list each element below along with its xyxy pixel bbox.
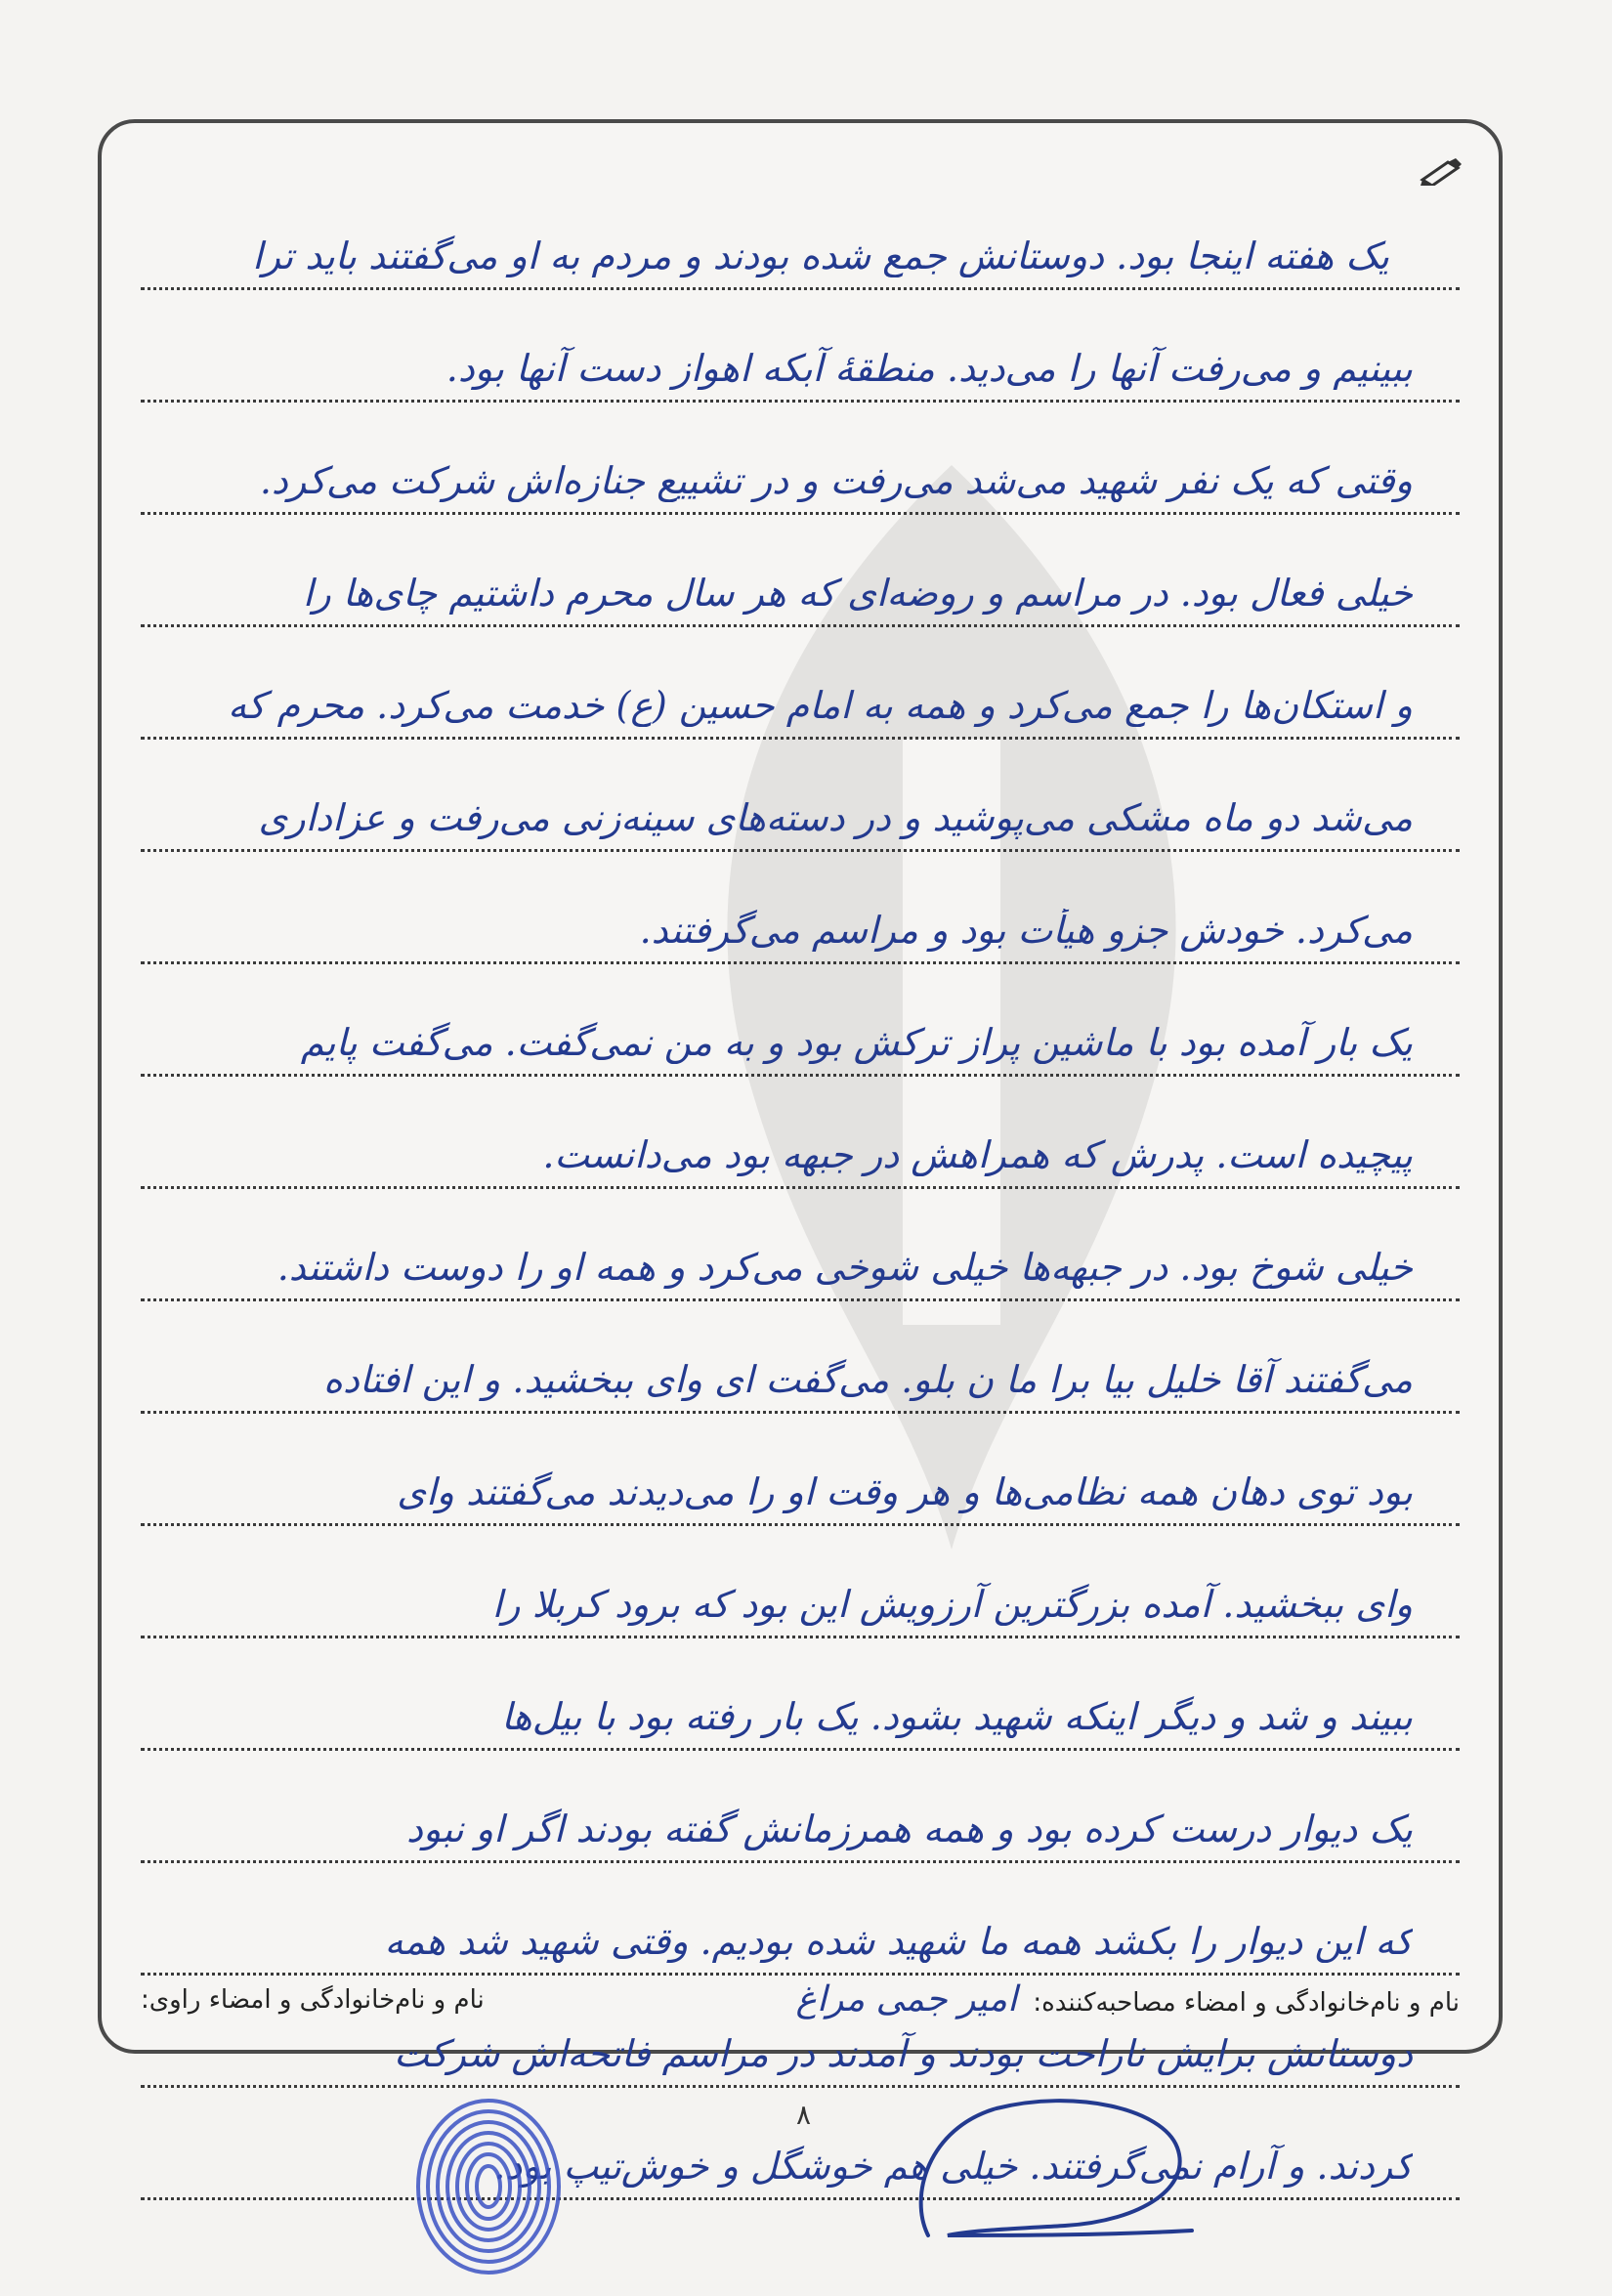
line-text: یک دیوار درست کرده بود و همه همرزمانش گفته بودند اگر او نبود [406, 1807, 1413, 1850]
page-number: ۸ [796, 2099, 812, 2131]
line-text: بود توی دهان همه نظامی‌ها و هر وقت او را می‌دیدند می‌گفتند وای [397, 1470, 1413, 1513]
line-text: می‌گفتند آقا خلیل بیا برا ما ن بلو. می‌گفت ای وای ببخشید. و این افتاده [323, 1358, 1413, 1401]
line-text: وای ببخشید. آمده بزرگترین آرزویش این بود که برود کربلا را [491, 1583, 1413, 1626]
text-line [141, 182, 1460, 290]
text-line [141, 1755, 1460, 1863]
line-text: خیلی شوخ بود. در جبهه‌ها خیلی شوخی می‌کرد و همه او را دوست داشتند. [276, 1246, 1413, 1289]
text-line [141, 294, 1460, 403]
text-line [141, 1193, 1460, 1301]
interviewer-label: نام و نام‌خانوادگی و امضاء مصاحبه‌کننده: [1033, 1988, 1460, 2018]
text-line [141, 1305, 1460, 1414]
line-text: وقتی که یک نفر شهید می‌شد می‌رفت و در تشییع جنازه‌اش شرکت می‌کرد. [259, 459, 1413, 502]
line-text: ببینیم و می‌رفت آنها را می‌دید. منطقهٔ آبکه اهواز دست آنها بود. [445, 347, 1413, 390]
text-line [141, 631, 1460, 740]
text-line [141, 1642, 1460, 1751]
text-line [141, 968, 1460, 1077]
line-text: و استکان‌ها را جمع می‌کرد و همه به امام حسین (ع) خدمت می‌کرد. محرم که [228, 684, 1413, 727]
text-line [141, 1867, 1460, 1976]
fingerprint-icon [410, 2089, 567, 2279]
signature-footer [141, 1979, 1460, 2020]
line-text: پیچیده است. پدرش که همراهش در جبهه بود می‌دانست. [542, 1133, 1413, 1176]
text-line [141, 1418, 1460, 1526]
line-text: یک بار آمده بود با ماشین پراز ترکش بود و به من نمی‌گفت. می‌گفت پایم [300, 1021, 1413, 1064]
text-line [141, 1081, 1460, 1189]
page-frame [98, 119, 1503, 2188]
line-text: یک هفته اینجا بود. دوستانش جمع شده بودند و مردم به او می‌گفتند باید ترا [252, 234, 1389, 277]
line-text: می‌کرد. خودش جزو هیأت بود و مراسم می‌گرفتند. [639, 909, 1413, 952]
text-line [141, 744, 1460, 852]
text-line [141, 856, 1460, 964]
handwritten-lines [141, 182, 1460, 2204]
line-text: خیلی فعال بود. در مراسم و روضه‌ای که هر سال محرم داشتیم چای‌ها را [302, 572, 1413, 615]
text-line [141, 519, 1460, 627]
text-line [141, 406, 1460, 515]
line-text: که این دیوار را بکشد همه ما شهید شده بودیم. وقتی شهید شد همه [384, 1920, 1413, 1963]
line-text: کردند. و آرام نمی‌گرفتند. خیلی هم خوشگل و خوش‌تیپ بود. [493, 2145, 1413, 2188]
interviewer-name: امیر جمی مراغ [795, 1979, 1018, 2020]
signature-icon [909, 2089, 1202, 2245]
text-line [141, 1530, 1460, 1638]
interviewer-signature-block [787, 1979, 1460, 2020]
line-text: ببیند و شد و دیگر اینکه شهید بشود. یک بار رفته بود با بیل‌ها [501, 1695, 1413, 1738]
line-text: دوستانش برایش ناراحت بودند و آمدند در مراسم فاتحه‌اش شرکت [394, 2032, 1413, 2075]
narrator-label: نام و نام‌خانوادگی و امضاء راوی: [141, 1984, 485, 2015]
line-text: می‌شد دو ماه مشکی می‌پوشید و در دسته‌های سینه‌زنی می‌رفت و عزاداری [258, 796, 1413, 839]
